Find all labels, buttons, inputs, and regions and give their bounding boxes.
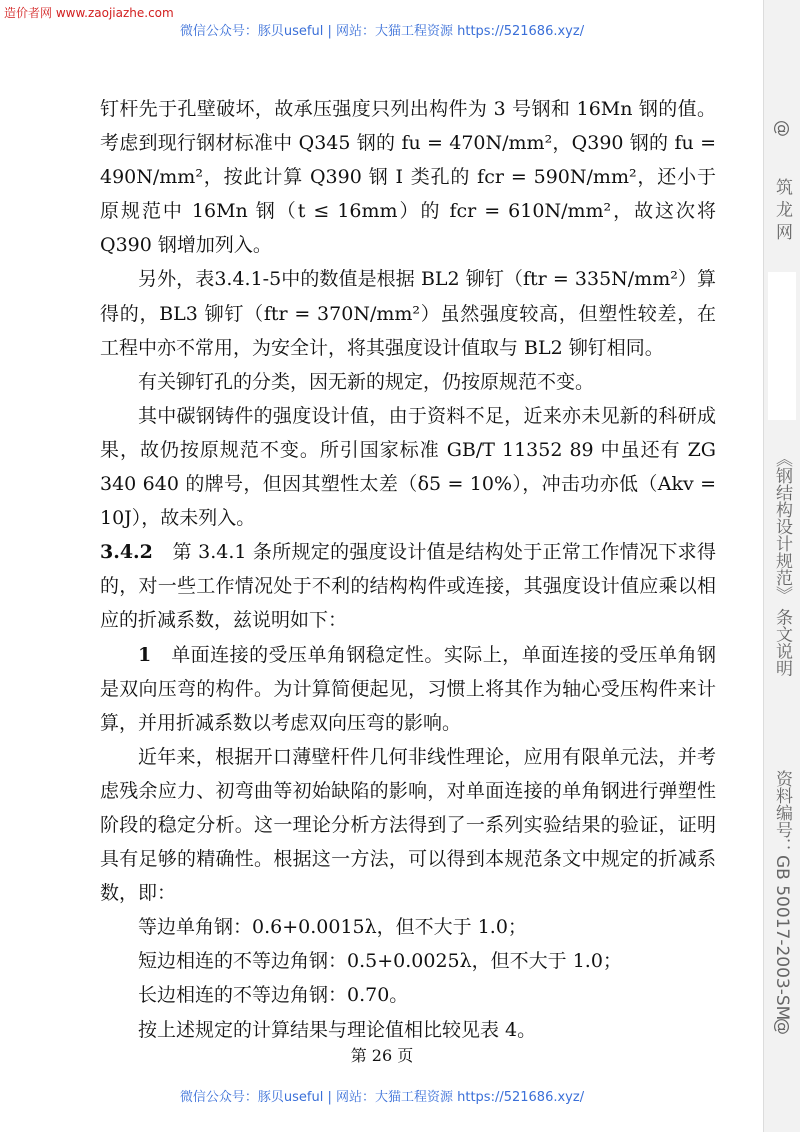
paragraph: 其中碳钢铸件的强度设计值，由于资料不足，近来亦未见新的科研成果，故仍按原规范不变。所引国家标准 GB/T 11352 89 中虽还有 ZG 340 640 的牌号，但因其塑性太差（δ5 = 10%），冲击功亦低（Akv = 10J），故未列入。 <box>100 404 716 530</box>
item-paragraph <box>100 638 716 740</box>
document-body <box>100 92 716 1047</box>
paragraph: 另外，表3.4.1-5中的数值是根据 BL2 铆钉（ftr = 335N/mm²）算得的，BL3 铆钉（ftr = 370N/mm²）虽然强度较高，但塑性较差，在工程中亦不常用，为安全计，将其强度设计值取与 BL2 铆钉相同。 <box>100 268 716 359</box>
site-watermark-corner: 造价者网 www.zaojiazhe.com <box>4 6 174 20</box>
formula-line: 长边相连的不等边角钢：0.70。 <box>138 984 409 1007</box>
sidebar-site-name: 筑 龙 网 <box>772 178 792 240</box>
formula-line: 短边相连的不等边角钢：0.5+0.0025λ，但不大于 1.0； <box>138 950 622 973</box>
paragraph: 有关铆钉孔的分类，因无新的规定，仍按原规范不变。 <box>138 370 595 393</box>
sidebar-at-bottom: @ <box>772 1018 792 1035</box>
clause-text: 第 3.4.1 条所规定的强度设计值是结构处于正常工作情况下求得的，对一些工作情况处于不利的结构构件或连接，其强度设计值应乘以相应的折减系数，兹说明如下： <box>100 541 716 632</box>
sidebar-at-top: @ <box>772 120 792 137</box>
sidebar-blank-block <box>768 272 796 420</box>
page-number: 第 26 页 <box>350 1046 414 1065</box>
sidebar-doc-title: 《钢结构设计规范》 条文说明 <box>772 450 792 677</box>
paragraph: 钉杆先于孔壁破坏，故承压强度只列出构件为 3 号钢和 16Mn 钢的值。考虑到现行钢材标准中 Q345 钢的 fu = 470N/mm²，Q390 钢的 fu = 490N/mm²，按此计算 Q390 钢 Ⅰ 类孔的 fcr = 590N/mm²，还小于原规范中 16Mn 钢（t ≤ 16mm）的 fcr = 610N/mm²，故这次将 Q390 钢增加列入。 <box>100 98 716 257</box>
sidebar <box>763 0 800 1132</box>
item-number: 1 <box>138 643 152 666</box>
clause-number: 3.4.2 <box>100 541 153 564</box>
formula-line: 等边单角钢：0.6+0.0015λ，但不大于 1.0； <box>138 916 527 939</box>
clause-paragraph <box>100 535 716 637</box>
paragraph: 按上述规定的计算结果与理论值相比较见表 4。 <box>138 1018 537 1041</box>
paragraph: 近年来，根据开口薄壁杆件几何非线性理论，应用有限单元法，并考虑残余应力、初弯曲等初始缺陷的影响，对单面连接的单角钢进行弹塑性阶段的稳定分析。这一理论分析方法得到了一系列实验结果的验证，证明具有足够的精确性。根据这一方法，可以得到本规范条文中规定的折减系数，即： <box>100 745 716 905</box>
item-text: 单面连接的受压单角钢稳定性。实际上，单面连接的受压单角钢是双向压弯的构件。为计算简便起见，习惯上将其作为轴心受压构件来计算，并用折减系数以考虑双向压弯的影响。 <box>100 643 716 734</box>
sidebar-doc-code: 资料编号：GB 50017-2003-SM <box>772 770 792 1021</box>
header-watermark: 微信公众号：豚贝useful | 网站：大猫工程资源 https://521686.xyz/ <box>179 24 585 39</box>
footer-watermark: 微信公众号：豚贝useful | 网站：大猫工程资源 https://521686.xyz/ <box>179 1090 585 1105</box>
